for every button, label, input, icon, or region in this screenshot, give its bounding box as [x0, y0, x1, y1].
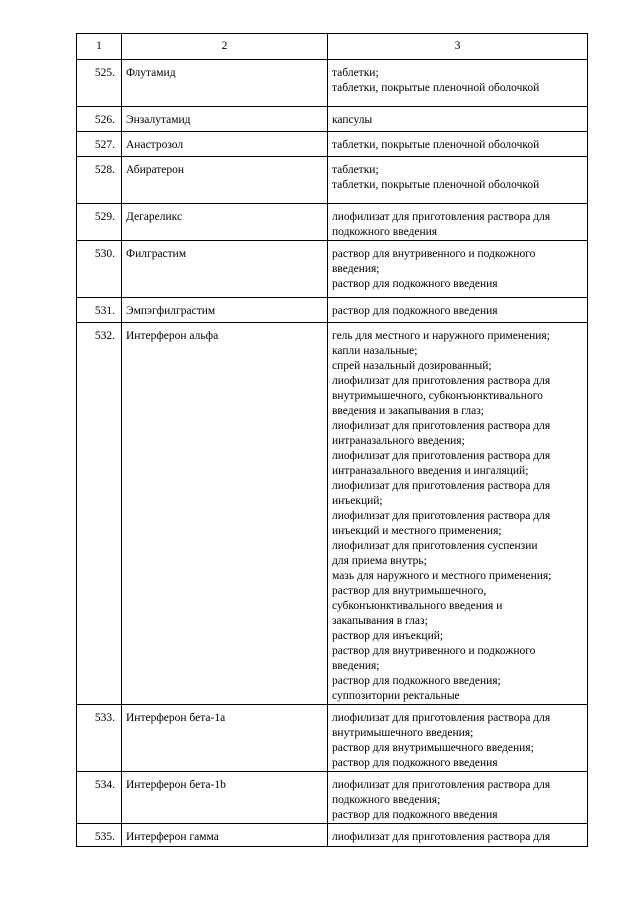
dosage-forms — [328, 824, 588, 847]
dosage-form-line: лиофилизат для приготовления раствора для — [332, 450, 551, 462]
dosage-form-line: раствор для подкожного введения — [332, 757, 498, 769]
dosage-form-line: для приема внутрь; — [332, 555, 427, 567]
dosage-form-line: введения и закапывания в глаз; — [332, 405, 484, 417]
drug-name: Филграстим — [122, 241, 328, 298]
row-number: 527. — [77, 132, 122, 157]
table-row — [77, 107, 588, 132]
drug-name: Интерферон бета-1a — [122, 705, 328, 772]
table-row — [77, 772, 588, 824]
dosage-form-line: лиофилизат для приготовления раствора для — [332, 712, 551, 724]
table-header-row — [77, 34, 588, 60]
dosage-form-line: раствор для внутримышечного, — [332, 585, 487, 597]
table-row — [77, 298, 588, 323]
dosage-form-line: лиофилизат для приготовления раствора для — [332, 420, 551, 432]
row-number: 530. — [77, 241, 122, 298]
row-number: 526. — [77, 107, 122, 132]
dosage-form-line: раствор для внутривенного и подкожного — [332, 645, 536, 657]
dosage-form-line: раствор для инъекций; — [332, 630, 444, 642]
drug-name: Флутамид — [122, 60, 328, 107]
dosage-form-line: лиофилизат для приготовления раствора для — [332, 480, 551, 492]
table-row — [77, 60, 588, 107]
dosage-form-line: подкожного введения — [332, 226, 438, 238]
table-row — [77, 824, 588, 847]
dosage-form-line: капсулы — [332, 114, 373, 126]
drug-name: Интерферон гамма — [122, 824, 328, 847]
drug-table — [76, 33, 588, 847]
dosage-form-line: раствор для внутримышечного введения; — [332, 742, 534, 754]
dosage-form-line: субконъюнктивального введения и — [332, 600, 503, 612]
dosage-forms — [328, 772, 588, 824]
dosage-form-line: капли назальные; — [332, 345, 418, 357]
dosage-forms — [328, 705, 588, 772]
dosage-form-line: инъекций и местного применения; — [332, 525, 502, 537]
dosage-forms — [328, 241, 588, 298]
dosage-form-line: спрей назальный дозированный; — [332, 360, 492, 372]
row-number: 525. — [77, 60, 122, 107]
dosage-form-line: лиофилизат для приготовления суспензии — [332, 540, 538, 552]
table-row — [77, 705, 588, 772]
dosage-form-line: введения; — [332, 263, 380, 275]
dosage-form-line: лиофилизат для приготовления раствора для — [332, 211, 551, 223]
table-row — [77, 204, 588, 241]
table-row — [77, 323, 588, 705]
dosage-form-line: таблетки, покрытые пленочной оболочкой — [332, 139, 540, 151]
row-number: 534. — [77, 772, 122, 824]
dosage-forms — [328, 60, 588, 107]
dosage-form-line: мазь для наружного и местного применения; — [332, 570, 552, 582]
dosage-forms — [328, 132, 588, 157]
dosage-form-line: введения; — [332, 660, 380, 672]
dosage-form-line: лиофилизат для приготовления раствора для — [332, 779, 551, 791]
header-col-3: 3 — [328, 34, 588, 60]
drug-name: Абиратерон — [122, 157, 328, 204]
dosage-form-line: внутримышечного, субконъюнктивального — [332, 390, 543, 402]
dosage-form-line: таблетки, покрытые пленочной оболочкой — [332, 179, 540, 191]
row-number: 529. — [77, 204, 122, 241]
dosage-forms — [328, 107, 588, 132]
table-row — [77, 241, 588, 298]
dosage-forms — [328, 323, 588, 705]
dosage-form-line: таблетки; — [332, 164, 379, 176]
header-col-1: 1 — [77, 34, 122, 60]
drug-name: Дегареликс — [122, 204, 328, 241]
table-body — [77, 34, 588, 847]
row-number: 535. — [77, 824, 122, 847]
drug-name: Интерферон бета-1b — [122, 772, 328, 824]
dosage-form-line: лиофилизат для приготовления раствора для — [332, 831, 551, 843]
dosage-form-line: раствор для подкожного введения; — [332, 675, 501, 687]
row-number: 532. — [77, 323, 122, 705]
table-row — [77, 132, 588, 157]
table-row — [77, 157, 588, 204]
dosage-forms — [328, 298, 588, 323]
dosage-form-line: подкожного введения; — [332, 794, 441, 806]
dosage-forms — [328, 204, 588, 241]
dosage-form-line: раствор для внутривенного и подкожного — [332, 248, 536, 260]
row-number: 528. — [77, 157, 122, 204]
dosage-form-line: таблетки, покрытые пленочной оболочкой — [332, 82, 540, 94]
row-number: 531. — [77, 298, 122, 323]
dosage-form-line: интраназального введения; — [332, 435, 465, 447]
dosage-forms — [328, 157, 588, 204]
drug-name: Энзалутамид — [122, 107, 328, 132]
dosage-form-line: инъекций; — [332, 495, 383, 507]
dosage-form-line: таблетки; — [332, 67, 379, 79]
dosage-form-line: внутримышечного введения; — [332, 727, 474, 739]
drug-name: Анастрозол — [122, 132, 328, 157]
drug-name: Интерферон альфа — [122, 323, 328, 705]
dosage-form-line: лиофилизат для приготовления раствора для — [332, 375, 551, 387]
dosage-form-line: суппозитории ректальные — [332, 690, 460, 702]
dosage-form-line: раствор для подкожного введения — [332, 809, 498, 821]
dosage-form-line: раствор для подкожного введения — [332, 305, 498, 317]
dosage-form-line: гель для местного и наружного применения; — [332, 330, 550, 342]
row-number: 533. — [77, 705, 122, 772]
dosage-form-line: лиофилизат для приготовления раствора для — [332, 510, 551, 522]
drug-name: Эмпэгфилграстим — [122, 298, 328, 323]
dosage-form-line: интраназального введения и ингаляций; — [332, 465, 529, 477]
header-col-2: 2 — [122, 34, 328, 60]
dosage-form-line: раствор для подкожного введения — [332, 278, 498, 290]
dosage-form-line: закапывания в глаз; — [332, 615, 428, 627]
